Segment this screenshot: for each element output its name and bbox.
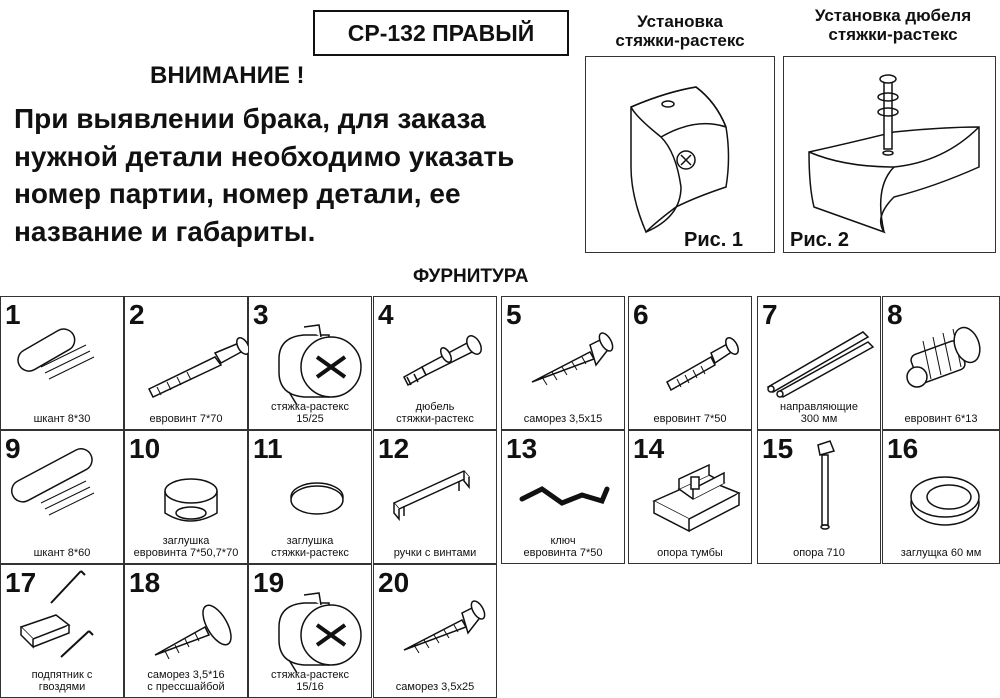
part-number: 18: [129, 567, 161, 598]
warning-line: название и габариты.: [14, 215, 316, 247]
part-caption: опора тумбы: [657, 547, 723, 559]
part-cell-5: [501, 296, 625, 430]
figure-1-title-line2: стяжки-растекс: [615, 31, 745, 50]
part-number: 17: [5, 567, 37, 598]
part-caption: подпятник с гвоздями: [31, 669, 93, 693]
part-caption: дюбель стяжки-растекс: [396, 401, 474, 425]
part-number: 2: [129, 299, 145, 330]
figure-1-title-line1: Установка: [637, 12, 723, 31]
part-number: 1: [5, 299, 21, 330]
part-cell-2: [124, 296, 248, 430]
part-number: 15: [762, 433, 794, 464]
warning-line: При выявлении брака, для заказа: [14, 103, 486, 134]
part-cell-15: [757, 430, 881, 564]
figure-1-label: Рис. 1: [684, 229, 743, 251]
part-number: 20: [378, 567, 410, 598]
model-label: [313, 10, 569, 56]
part-cell-9: [0, 430, 124, 564]
cam-dowel-installation-icon: [784, 57, 997, 254]
part-caption: стяжка-растекс 15/16: [271, 669, 349, 693]
part-cell-3: [248, 296, 372, 430]
part-cell-20: [373, 564, 497, 698]
part-caption: шкант 8*30: [33, 413, 91, 425]
furniture-title: ФУРНИТУРА: [413, 266, 529, 287]
figure-1-title: [590, 12, 770, 50]
part-cell-4: [373, 296, 497, 430]
part-number: 13: [506, 433, 538, 464]
part-caption: ручки с винтами: [393, 547, 477, 559]
part-cell-7: [757, 296, 881, 430]
part-cell-16: [882, 430, 1000, 564]
figure-2-title: [790, 6, 996, 44]
part-caption: опора 710: [793, 547, 845, 559]
part-cell-8: [882, 296, 1000, 430]
figure-2-title-line1: Установка дюбеля: [814, 6, 972, 25]
part-caption: евровинт 7*70: [149, 413, 223, 425]
figure-2-title-line2: стяжки-растекс: [828, 25, 958, 44]
warning-line: номер партии, номер детали, ее: [14, 178, 461, 209]
part-number: 12: [378, 433, 410, 464]
part-number: 4: [378, 299, 394, 330]
warning-text: [14, 100, 574, 250]
figure-2-label: Рис. 2: [790, 229, 849, 251]
part-caption: заглущка 60 мм: [900, 547, 982, 559]
part-caption: ключ евровинта 7*50: [523, 535, 603, 559]
part-caption: евровинт 7*50: [653, 413, 727, 425]
part-cell-14: [628, 430, 752, 564]
part-cell-11: [248, 430, 372, 564]
part-caption: евровинт 6*13: [904, 413, 978, 425]
part-caption: саморез 3,5*16 с прессшайбой: [147, 669, 225, 693]
part-caption: заглушка стяжки-растекс: [271, 535, 349, 559]
part-number: 11: [253, 433, 283, 464]
part-caption: саморез 3,5х15: [523, 413, 603, 425]
part-number: 7: [762, 299, 778, 330]
part-cell-18: [124, 564, 248, 698]
part-cell-13: [501, 430, 625, 564]
part-caption: заглушка евровинта 7*50,7*70: [133, 535, 239, 559]
warning-line: нужной детали необходимо указать: [14, 140, 515, 172]
figure-1-box: [585, 56, 775, 253]
part-caption: стяжка-растекс 15/25: [271, 401, 349, 425]
part-cell-12: [373, 430, 497, 564]
part-number: 3: [253, 299, 269, 330]
part-caption: саморез 3,5х25: [395, 681, 475, 693]
figure-2-box: [783, 56, 996, 253]
part-number: 9: [5, 433, 21, 464]
model-text: СР-132 ПРАВЫЙ: [347, 19, 535, 46]
part-caption: шкант 8*60: [33, 547, 91, 559]
part-cell-19: [248, 564, 372, 698]
part-number: 6: [633, 299, 649, 330]
part-cell-17: [0, 564, 124, 698]
cam-lock-installation-icon: [586, 57, 776, 254]
part-number: 16: [887, 433, 919, 464]
part-number: 19: [253, 567, 285, 598]
part-cell-10: [124, 430, 248, 564]
part-number: 10: [129, 433, 161, 464]
part-cell-6: [628, 296, 752, 430]
part-number: 5: [506, 299, 522, 330]
warning-title: ВНИМАНИЕ !: [150, 62, 305, 89]
part-caption: направляющие 300 мм: [780, 401, 858, 425]
part-cell-1: [0, 296, 124, 430]
part-number: 14: [633, 433, 665, 464]
part-number: 8: [887, 299, 903, 330]
